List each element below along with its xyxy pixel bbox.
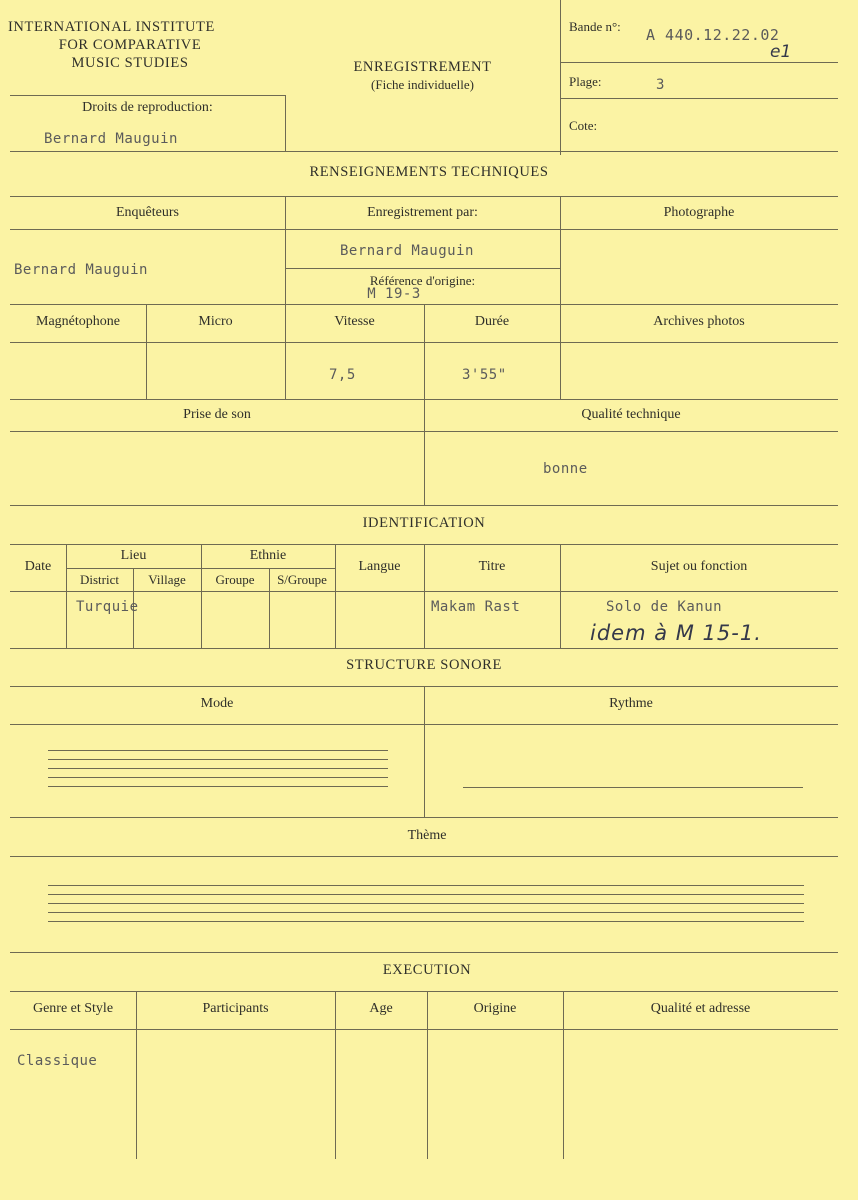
- divider: [10, 952, 838, 953]
- form-title: ENREGISTREMENT: [353, 59, 492, 75]
- vitesse-label: Vitesse: [334, 314, 375, 329]
- mode-staff-line: [48, 777, 388, 778]
- langue-label: Langue: [358, 559, 401, 574]
- qualite-adresse-label: Qualité et adresse: [650, 1001, 751, 1016]
- photographe-label: Photographe: [663, 205, 735, 220]
- genre-style-value: Classique: [17, 1053, 98, 1069]
- enregistrement-par-value: Bernard Mauguin: [340, 243, 474, 259]
- section-title-execution: EXECUTION: [382, 962, 472, 978]
- archives-photos-label: Archives photos: [653, 314, 745, 329]
- genre-style-label: Genre et Style: [32, 1001, 114, 1016]
- divider: [10, 342, 838, 343]
- plage-value: 3: [656, 77, 665, 93]
- enqueteurs-value: Bernard Mauguin: [14, 262, 148, 278]
- divider: [10, 991, 838, 992]
- district-value: Turquie: [76, 599, 139, 615]
- divider: [66, 568, 335, 569]
- sujet-label: Sujet ou fonction: [650, 559, 748, 574]
- rights-label: Droits de reproduction:: [82, 100, 213, 115]
- age-label: Age: [369, 1001, 393, 1016]
- divider: [285, 95, 286, 151]
- section-title-identification: IDENTIFICATION: [362, 515, 486, 531]
- duree-label: Durée: [474, 314, 510, 329]
- mode-label: Mode: [200, 696, 234, 711]
- titre-label: Titre: [478, 559, 506, 574]
- village-label: Village: [148, 572, 186, 587]
- theme-staff-line: [48, 894, 804, 895]
- rights-value: Bernard Mauguin: [44, 131, 178, 147]
- micro-label: Micro: [198, 314, 233, 329]
- participants-label: Participants: [202, 1001, 269, 1016]
- lieu-label: Lieu: [120, 548, 147, 563]
- sujet-handwritten-note: idem à M 15-1.: [590, 621, 762, 645]
- divider: [560, 62, 838, 63]
- magnetophone-label: Magnétophone: [36, 314, 120, 329]
- sgroupe-label: S/Groupe: [277, 572, 327, 587]
- divider: [10, 724, 838, 725]
- qualite-technique-value: bonne: [543, 461, 588, 477]
- theme-staff-line: [48, 903, 804, 904]
- prise-de-son-label: Prise de son: [183, 407, 251, 422]
- divider: [285, 268, 560, 269]
- date-label: Date: [24, 559, 52, 574]
- divider: [10, 229, 838, 230]
- divider: [10, 817, 838, 818]
- divider: [10, 505, 838, 506]
- divider: [10, 151, 838, 152]
- sujet-value: Solo de Kanun: [606, 599, 723, 615]
- section-title-structure: STRUCTURE SONORE: [346, 657, 502, 673]
- divider: [10, 431, 838, 432]
- vitesse-value: 7,5: [329, 367, 356, 383]
- ethnie-label: Ethnie: [249, 548, 287, 563]
- duree-value: 3'55": [462, 367, 507, 383]
- institute-name-line-3: MUSIC STUDIES: [71, 55, 189, 71]
- mode-staff-line: [48, 786, 388, 787]
- bande-label: Bande n°:: [569, 19, 621, 34]
- reference-label: Référence d'origine:: [369, 273, 476, 288]
- origine-label: Origine: [473, 1001, 517, 1016]
- divider: [10, 856, 838, 857]
- divider: [10, 591, 838, 592]
- bande-handwritten-note: e1: [770, 42, 792, 62]
- plage-label: Plage:: [569, 74, 602, 89]
- divider: [560, 0, 561, 155]
- qualite-technique-label: Qualité technique: [581, 407, 681, 422]
- enqueteurs-label: Enquêteurs: [116, 205, 179, 220]
- enregistrement-par-label: Enregistrement par:: [367, 205, 478, 220]
- groupe-label: Groupe: [215, 572, 255, 587]
- rythme-line: [463, 787, 803, 788]
- theme-staff-line: [48, 921, 804, 922]
- reference-value: M 19-3: [367, 286, 421, 302]
- divider: [10, 1029, 838, 1030]
- mode-staff-line: [48, 759, 388, 760]
- divider: [10, 95, 285, 96]
- mode-staff-line: [48, 768, 388, 769]
- mode-staff-line: [48, 750, 388, 751]
- divider: [10, 196, 838, 197]
- form-subtitle: (Fiche individuelle): [371, 77, 474, 92]
- rythme-label: Rythme: [609, 696, 653, 711]
- divider: [560, 98, 838, 99]
- institute-name-line-2: FOR COMPARATIVE: [58, 37, 202, 53]
- district-label: District: [80, 572, 119, 587]
- theme-staff-line: [48, 885, 804, 886]
- section-title-technical: RENSEIGNEMENTS TECHNIQUES: [309, 164, 549, 180]
- theme-label: Thème: [407, 828, 447, 843]
- divider: [10, 648, 838, 649]
- titre-value: Makam Rast: [431, 599, 521, 615]
- cote-label: Cote:: [569, 118, 598, 133]
- institute-name-line-1: INTERNATIONAL INSTITUTE: [8, 19, 215, 35]
- bande-value: A 440.12.22.02: [646, 26, 780, 44]
- theme-staff-line: [48, 912, 804, 913]
